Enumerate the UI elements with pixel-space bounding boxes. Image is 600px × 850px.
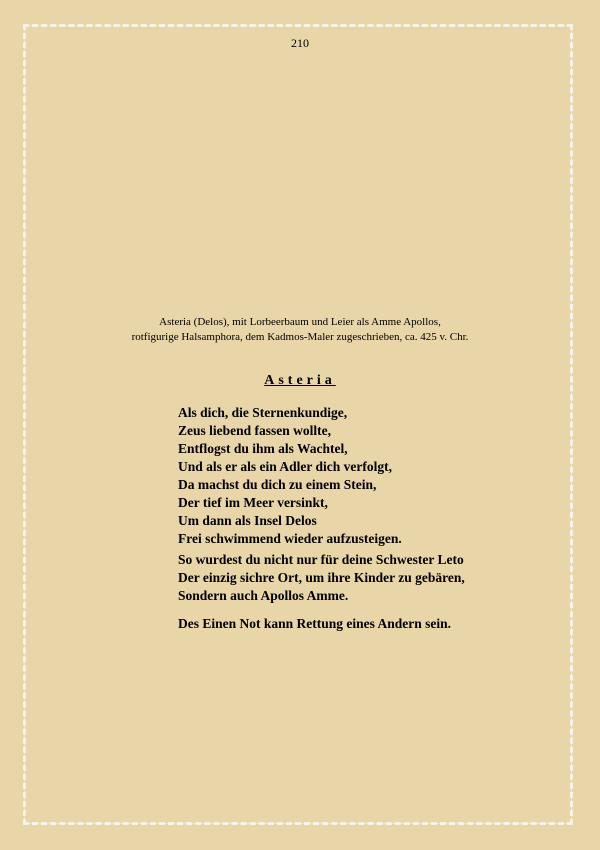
poem-line: Um dann als Insel Delos: [178, 513, 317, 528]
poem-title: Asteria: [264, 373, 336, 388]
poem-line: Zeus liebend fassen wollte,: [178, 423, 332, 438]
caption-line: Asteria (Delos), mit Lorbeerbaum und Leier als Amme Apollos,: [159, 316, 441, 328]
poem-stanza-1: [178, 404, 402, 548]
poem-stanza-3: [178, 615, 451, 633]
poem-line: Sondern auch Apollos Amme.: [178, 588, 349, 603]
poem-stanza-2: [178, 551, 465, 605]
image-caption: [0, 315, 600, 345]
poem-line: So wurdest du nicht nur für deine Schwester Leto: [178, 552, 464, 567]
poem-line: Entflogst du ihm als Wachtel,: [178, 441, 348, 456]
caption-line: rotfigurige Halsamphora, dem Kadmos-Maler zugeschrieben, ca. 425 v. Chr.: [131, 331, 469, 343]
page-number: 210: [291, 36, 309, 50]
poem-line: Als dich, die Sternenkundige,: [178, 405, 348, 420]
poem-line: Frei schwimmend wieder aufzusteigen.: [178, 531, 402, 546]
poem-line: Der einzig sichre Ort, um ihre Kinder zu gebären,: [178, 570, 465, 585]
poem-line: Da machst du dich zu einem Stein,: [178, 477, 377, 492]
poem-line: Und als er als ein Adler dich verfolgt,: [178, 459, 393, 474]
poem-line: Des Einen Not kann Rettung eines Andern sein.: [178, 616, 452, 631]
poem-line: Der tief im Meer versinkt,: [178, 495, 328, 510]
